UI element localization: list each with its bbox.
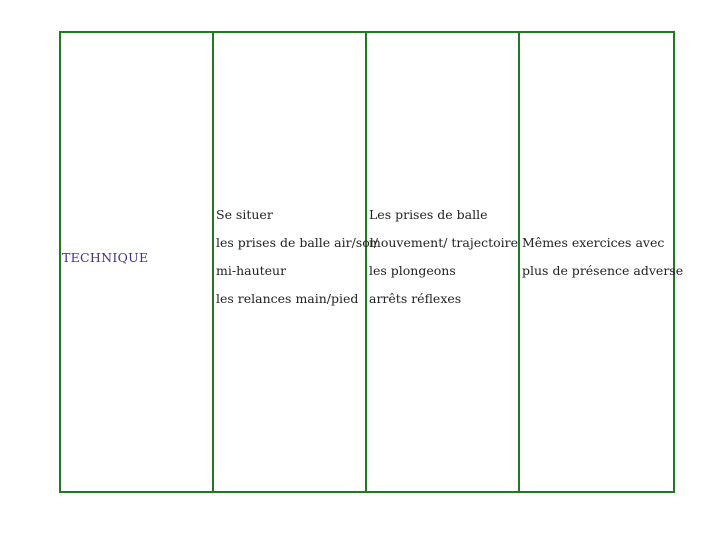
- column-divider-1: [212, 33, 214, 491]
- col3-line-4: arrêts réflexes: [369, 291, 462, 306]
- col3-line-3: les plongeons: [369, 263, 456, 278]
- col4-line-2: plus de présence adverse: [522, 263, 684, 278]
- column-divider-3: [518, 33, 520, 491]
- col4-line-1: Mêmes exercices avec: [522, 235, 665, 250]
- technique-table: [59, 31, 675, 493]
- column-divider-2: [365, 33, 367, 491]
- col3-line-1: Les prises de balle: [369, 207, 488, 222]
- col3-line-2: mouvement/ trajectoire: [369, 235, 519, 250]
- col2-line-4: les relances main/pied: [216, 291, 359, 306]
- col2-line-3: mi-hauteur: [216, 263, 287, 278]
- row-label-technique: TECHNIQUE: [62, 250, 149, 265]
- col2-line-2: les prises de balle air/sol/: [216, 235, 378, 250]
- col2-line-1: Se situer: [216, 207, 273, 222]
